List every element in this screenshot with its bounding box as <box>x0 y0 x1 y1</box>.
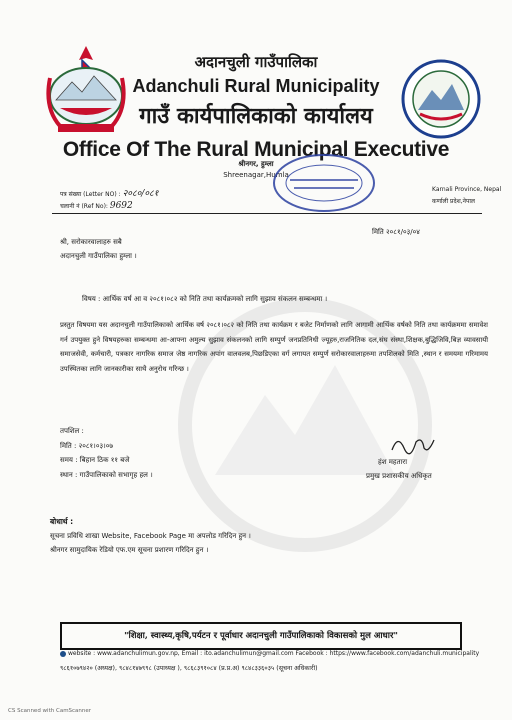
letter-subject: विषय : आर्थिक वर्ष आ व २०८१।०८२ को निति तथा कार्यक्रमको लागि सुझाव संकलन सम्बन्धमा । <box>82 295 328 303</box>
meeting-heading: तपशिल : <box>60 427 84 435</box>
letter-date: मिति २०८१/०३/०४ <box>372 228 420 236</box>
footer-slogan: "शिक्षा, स्वास्थ्य,कृषि,पर्यटन र पूर्वाधार अदानचुली गाउँपालिकाको विकासको मुल आधार" <box>60 622 462 650</box>
signatory-title: प्रमुख प्रशासकीय अधिकृत <box>366 472 432 480</box>
cc-heading: बोधार्थ : <box>50 517 74 526</box>
signature <box>388 432 438 458</box>
footer-contact <box>60 650 479 657</box>
recipient-line-1: श्री, सरोकारवालाहरु सबै <box>60 238 122 246</box>
cc-line-1: सूचना प्रविधि शाखा Website, Facebook Page मा अपलोड गरिदिन हुन । <box>50 532 251 540</box>
footer-phones: ९८६१०७९४२० (अध्यक्ष), ९८४८१४७९९८ (उपाध्यक्ष ), ९८६८३९१०८४ (प्र.प्र.अ) ९८४८३३६०३५ (सूचना अधिकारी) <box>60 665 318 672</box>
scanner-watermark: CS Scanned with CamScanner <box>8 708 92 714</box>
reference-number-label: चलानी नं (Ref No): <box>60 203 108 210</box>
reference-number <box>60 201 133 211</box>
address-english: Shreenagar,Humla <box>223 171 289 179</box>
globe-icon <box>60 651 66 657</box>
address-nepali: श्रीनगर, हुम्ला <box>238 160 274 168</box>
province-nepali: कर्णाली प्रदेश,नेपाल <box>432 198 475 205</box>
header-divider <box>52 213 482 214</box>
letter-number-label: पत्र संख्या (Letter NO) : <box>60 191 121 198</box>
letter-number-value: २०८०/०८१ <box>122 189 159 199</box>
recipient-line-2: अदानचुली गाउँपालिका हुम्ला । <box>60 252 137 260</box>
office-name-nepali: गाउँ कार्यपालिकाको कार्यालय <box>139 103 373 129</box>
official-stamp <box>268 150 380 216</box>
office-name-english: Office Of The Rural Municipal Executive <box>62 138 450 161</box>
letter-number <box>60 186 158 199</box>
meeting-time: समय : बिहान ठिक ११ बजे <box>60 456 130 464</box>
province-english: Karnali Province, Nepal <box>432 186 502 193</box>
signatory-name: हंश महतारा <box>378 458 408 466</box>
municipality-name-nepali: अदानचुली गाउँपालिका <box>194 53 318 71</box>
cc-line-2: श्रीनगर सामुदायिक रेडियो एफ.एम सूचना प्रशारण गरिदिन हुन । <box>50 546 209 554</box>
letter-body: प्रस्तुत विषयमा यस अदानचुली गाउँपालिकाको आर्थिक वर्ष २०८१।०८२ को निति तथा कार्यक्रम र बजेट निर्माणको लागि आगामी आर्थिक वर्षको निति तथा कार्यक्रममा समावेश गर्न उपयुक्त हुने विषयहरुका सम्बन्धमा आ-आफ्ना अमुल्य सुझाव संकलनको लागि सम्पुर्ण जनप्रतिनिधी ज्यूहरु,राजनितिक दल,संघ संस्था,शिक्षक,बुद्धिजिवि,बिज्ञ व्यावसायी समाजसेवी, कर्मचारी, पत्रकार नागरिक समाज जेष्ठ नागरिक अपांग वालवलब,पिछडिएका वर्ग लगायत सम्पुर्ण सरोकारवालाहरुमा तपशिलको मिति ,स्थान र समयमा गरिमामय उपस्थितका लागि जानकारीका साथै अनुरोध गरिन्छ । <box>60 321 488 373</box>
meeting-date: मिति : २०८१।०३।०७ <box>60 442 114 450</box>
footer-contact-text: website : www.adanchulimun.gov.np, Email : ito.adanchulimun@gmail.com Facebook : https://www.facebook.com/adanchuli.municipality <box>68 650 480 657</box>
municipality-name-english: Adanchuli Rural Municipality <box>132 76 380 96</box>
meeting-place: स्थान : गाउँपालिकाको सभागृह हल । <box>60 471 153 479</box>
reference-number-value: 9692 <box>109 201 133 211</box>
